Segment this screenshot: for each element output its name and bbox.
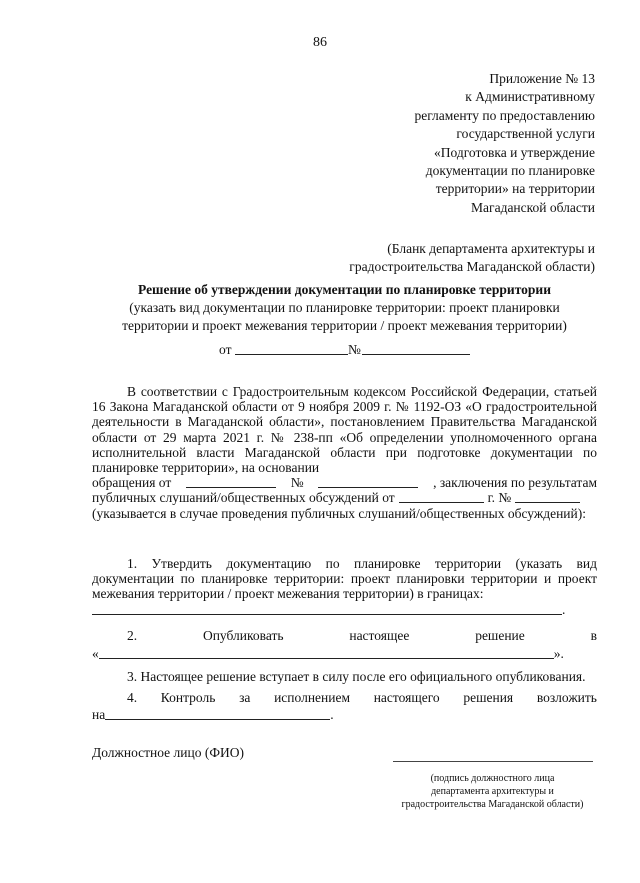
hearings-line: [92, 490, 597, 505]
item1-boundary-line: [92, 602, 597, 617]
item2-word: 2.: [127, 628, 138, 643]
appendix-line: документации по планировке: [425, 163, 595, 179]
item4-word: 4.: [127, 690, 138, 705]
item1-text: 1. Утвердить документацию по планировке территории (указать вид документации по планировке территории: проект планировки территории и проект межевания территории / проект межевания территории) в границах:: [92, 556, 597, 602]
letterhead-note: [300, 240, 595, 277]
hearings-number-blank: [515, 490, 580, 503]
signature-note-line: департамента архитектуры и: [431, 786, 554, 797]
item4-word: настоящего: [373, 690, 440, 705]
item4-word: решения: [463, 690, 514, 705]
signature-note-line: (подпись должностного лица: [430, 773, 555, 784]
item4-words: [92, 690, 597, 705]
appendix-line: регламенту по предоставлению: [414, 107, 595, 123]
item3-text: 3. Настоящее решение вступает в силу после его официального опубликования.: [127, 669, 586, 684]
appeal-number-blank: [318, 475, 418, 488]
paragraph-basis: [92, 384, 597, 521]
signature-note-line: градостроительства Магаданской области): [401, 799, 584, 810]
item4-responsible-line: [92, 707, 597, 722]
letterhead-line: (Бланк департамента архитектуры и: [387, 241, 595, 256]
title-sub: (указать вид документации по планировке территории: проект планировки: [129, 300, 560, 315]
publication-blank: [99, 646, 554, 659]
indicated-note: (указывается в случае проведения публичных слушаний/общественных обсуждений):: [92, 505, 586, 521]
appeal-date-blank: [186, 475, 276, 488]
item-3: [92, 669, 597, 684]
item4-word: исполнением: [274, 690, 351, 705]
title-main: Решение об утверждении документации по планировке территории: [138, 282, 551, 297]
item4-word: возложить: [536, 690, 597, 705]
appeal-no-label: №: [290, 475, 304, 491]
appendix-line: Магаданской области: [471, 199, 595, 215]
number-blank: [362, 342, 470, 355]
item-1: [92, 556, 597, 617]
item-2: [92, 628, 597, 661]
item2-word: решение: [475, 628, 525, 643]
appeal-from-label: обращения от: [92, 475, 172, 491]
appeal-line: [92, 475, 597, 490]
appendix-line: к Административному: [465, 89, 595, 105]
year-no-label: г. №: [487, 490, 512, 506]
item2-word: в: [590, 628, 597, 643]
item2-publication-line: [92, 646, 597, 661]
title-sub: территории и проект межевания территории / проект межевания территории): [122, 318, 567, 333]
appendix-line: территории» на территории: [435, 181, 595, 197]
responsible-blank: [105, 707, 330, 720]
page-number: 86: [313, 35, 327, 50]
appendix-line: Приложение № 13: [489, 71, 595, 86]
signature-note: [390, 772, 595, 811]
appendix-header: [380, 70, 595, 217]
signatory-label: Должностное лицо (ФИО): [92, 745, 245, 760]
date-blank: [235, 342, 348, 355]
date-from-label: от: [219, 342, 232, 357]
appendix-line: «Подготовка и утверждение: [434, 144, 595, 160]
item4-word: за: [239, 690, 251, 705]
item4-on: на: [92, 707, 106, 723]
letterhead-line: градостроительства Магаданской области): [349, 259, 595, 275]
item4-end: .: [330, 707, 334, 723]
boundary-blank: [92, 602, 562, 615]
conclusion-text: , заключения по результатам: [433, 475, 597, 491]
hearings-text: публичных слушаний/общественных обсуждений от: [92, 490, 395, 506]
item4-word: Контроль: [160, 690, 216, 705]
open-quote: «: [92, 646, 99, 662]
item1-end: .: [562, 601, 566, 617]
number-label: №: [348, 342, 361, 357]
document-title: [92, 281, 597, 335]
item2-words: [92, 628, 597, 643]
item2-word: Опубликовать: [202, 628, 284, 643]
close-quote: ».: [553, 646, 564, 662]
item-4: [92, 690, 597, 722]
signature-line: [393, 761, 593, 762]
hearings-date-blank: [399, 490, 484, 503]
basis-text: В соответствии с Градостроительным кодексом Российской Федерации, статьей 16 Закона Магаданской области от 9 ноября 2009 г. № 1192-ОЗ «О градостроительной деятельности в Магаданской области», постановлением Правительства Магаданской области от 29 марта 2021 г. № 238-пп «Об определении уполномоченного органа исполнительной власти Магаданской области при подготовке документации по планировке территории», на основании: [92, 384, 597, 476]
appendix-line: государственной услуги: [456, 126, 595, 142]
item2-word: настоящее: [349, 628, 410, 643]
